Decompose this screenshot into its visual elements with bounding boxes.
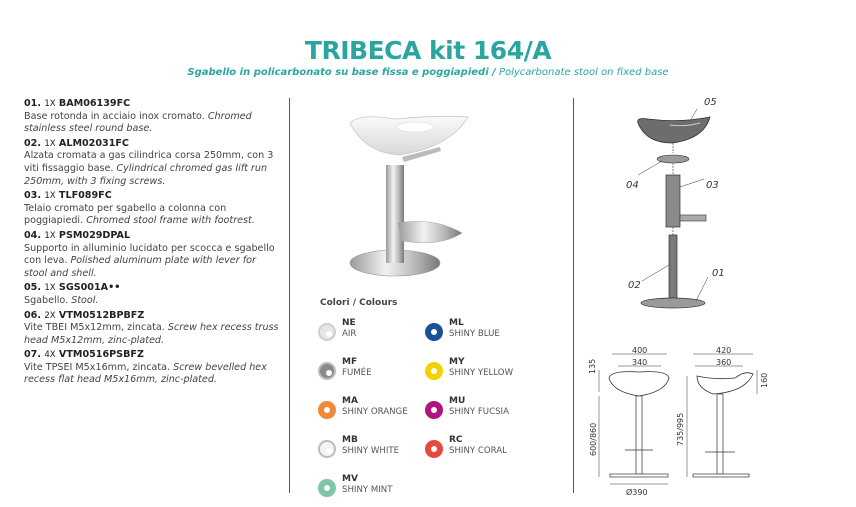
- exploded-base: [641, 298, 705, 308]
- part-item: 06. 2X VTM0512BPBFZ Vite TBEI M5x12mm, zincata. Screw hex recess truss head M5x12mm, zinc-plated.: [24, 309, 279, 346]
- exploded-label-05: 05: [704, 97, 717, 108]
- color-swatch-rc: RC SHINY CORAL: [425, 435, 521, 465]
- product-title: TRIBECA kit 164/A: [304, 36, 552, 65]
- part-item: 07. 4X VTM0516PSBFZ Vite TPSEI M5x16mm, zincata. Screw bevelled hex recess flat head M5x16mm, zinc-plated.: [24, 349, 267, 386]
- exploded-plate: [657, 155, 689, 163]
- exploded-view-diagram: [600, 95, 750, 315]
- part-item: 01. 1X BAM06139FC Base rotonda in acciaio inox cromato. Chromed stainless steel round base.: [24, 98, 252, 135]
- colors-title: Colori / Colours: [320, 298, 398, 308]
- color-swatch-ml: ML SHINY BLUE: [425, 318, 521, 348]
- part-item: 02. 1X ALM02031FC Alzata cromata a gas cilindrica corsa 250mm, con 3 viti fissaggio base. Cylindrical chromed gas lift run 250mm, with 3 fixing screws.: [24, 137, 274, 187]
- side-seat: [697, 373, 753, 394]
- color-dot: [318, 401, 336, 419]
- color-dot: [425, 440, 443, 458]
- color-swatch-mf: MF FUMÉE: [318, 357, 414, 387]
- color-dot: [318, 479, 336, 497]
- color-dot: [425, 362, 443, 380]
- dim-front-base: Ø390: [626, 488, 648, 497]
- exploded-label-04: 04: [626, 180, 639, 191]
- front-seat: [609, 372, 669, 396]
- exploded-label-02: 02: [628, 280, 641, 291]
- dim-front-seat-height: 135: [588, 358, 597, 374]
- dim-side-back: 160: [760, 372, 769, 388]
- front-base: [610, 474, 668, 477]
- exploded-gaslift: [669, 235, 677, 299]
- color-dot: [318, 362, 336, 380]
- exploded-seat-shell: [638, 117, 710, 143]
- color-swatch-ma: MA SHINY ORANGE: [318, 396, 414, 426]
- part-item: 04. 1X PSM029DPAL Supporto in alluminio lucidato per scocca e sgabello con leva. Polished aluminum plate with lever for stool and shell.: [24, 229, 275, 279]
- dim-front-top: 400: [632, 346, 648, 355]
- exploded-frame: [666, 175, 680, 227]
- product-subtitle: [0, 67, 856, 78]
- color-dot: [425, 323, 443, 341]
- color-swatch-mv: MV SHINY MINT: [318, 474, 414, 504]
- color-dot: [425, 401, 443, 419]
- exploded-label-01: 01: [712, 268, 725, 279]
- subtitle-italian: Sgabello in policarbonato su base fissa e poggiapiedi /: [187, 67, 496, 78]
- part-item: 03. 1X TLF089FC Telaio cromato per sgabello a colonna con poggiapiedi. Chromed stool frame with footrest.: [24, 190, 255, 227]
- part-item: 05. 1X SGS001A•• Sgabello. Stool.: [24, 282, 121, 306]
- exploded-label-03: 03: [706, 180, 719, 191]
- color-dot: [318, 323, 336, 341]
- dim-side-seat: 360: [716, 358, 732, 367]
- side-base: [693, 474, 749, 477]
- parts-list: [24, 98, 282, 389]
- exploded-footrest: [680, 215, 706, 221]
- color-swatch-my: MY SHINY YELLOW: [425, 357, 521, 387]
- photo-footrest: [398, 221, 462, 242]
- photo-column: [386, 165, 404, 263]
- dim-side-height: 735/995: [676, 412, 685, 446]
- dim-side-top: 420: [716, 346, 732, 355]
- subtitle-english: Polycarbonate stool on fixed base: [495, 67, 669, 78]
- dim-front-height: 600/860: [589, 422, 598, 456]
- dimension-drawings: [585, 340, 785, 500]
- color-dot: [318, 440, 336, 458]
- column-divider: [289, 98, 290, 493]
- color-swatch-ne: NE AIR: [318, 318, 414, 348]
- dim-front-seat: 340: [632, 358, 648, 367]
- column-divider: [573, 98, 574, 493]
- stool-photo: [340, 105, 490, 283]
- color-swatch-mb: MB SHINY WHITE: [318, 435, 414, 465]
- color-swatch-mu: MU SHINY FUCSIA: [425, 396, 521, 426]
